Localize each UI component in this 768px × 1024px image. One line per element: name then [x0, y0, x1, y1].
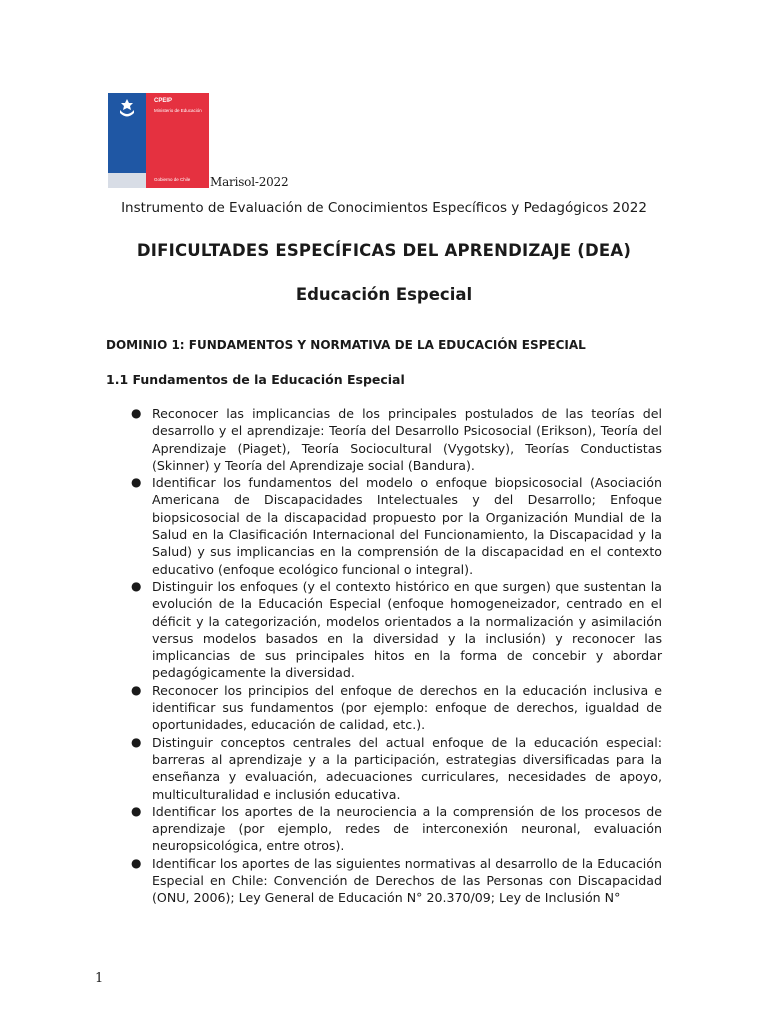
document-subtitle: Instrumento de Evaluación de Conocimientos Específicos y Pedagógicos 2022	[121, 200, 647, 216]
bullet-icon: ●	[131, 803, 142, 818]
domain-heading: DOMINIO 1: FUNDAMENTOS Y NORMATIVA DE LA EDUCACIÓN ESPECIAL	[106, 338, 586, 352]
list-item	[131, 803, 662, 855]
list-item-text: Reconocer los principios del enfoque de derechos en la educación inclusiva e identificar sus fundamentos (por ejemplo: enfoque de derechos, igualdad de oportunidades, educación de calidad, etc.).	[152, 682, 662, 733]
page-number: 1	[95, 971, 104, 986]
bullet-icon: ●	[131, 682, 142, 697]
chile-crest-icon	[117, 98, 137, 120]
section-heading: 1.1 Fundamentos de la Educación Especial	[106, 372, 405, 387]
logo-government: Gobierno de Chile	[154, 177, 191, 182]
list-item	[131, 405, 662, 474]
document-subject: Educación Especial	[295, 285, 473, 304]
list-item-text: Identificar los aportes de la neurociencia a la comprensión de los procesos de aprendizaje (por ejemplo, redes de interconexión neuronal, evaluación neuropsicológica, entre otros).	[152, 803, 662, 854]
bullet-icon: ●	[131, 475, 142, 490]
bullet-icon: ●	[131, 406, 142, 420]
bullet-icon: ●	[131, 855, 142, 870]
list-item-text: Identificar los aportes de las siguientes normativas al desarrollo de la Educación Especial en Chile: Convención de Derechos de las Personas con Discapacidad (ONU, 2006); Ley General de Educación N° 20.370/09; Ley de Inclusión N°	[152, 855, 662, 906]
logo-bottom-strip	[108, 173, 146, 188]
list-item	[131, 734, 662, 803]
logo-ministry: Ministerio de Educación	[154, 108, 202, 113]
list-item-text: Distinguir los enfoques (y el contexto histórico en que surgen) que sustentan la evolución de la Educación Especial (enfoque homogeneizador, centrado en el déficit y la categorización, modelos orientados a la normalización y asimilación versus modelos basados en la diversidad y la inclusión) y reconocer las implicancias de sus principales hitos en la forma de concebir y abordar pedagógicamente la diversidad.	[152, 578, 662, 681]
bullet-icon: ●	[131, 578, 142, 593]
list-item	[131, 855, 662, 907]
bullet-icon: ●	[131, 734, 142, 749]
list-item-text: Identificar los fundamentos del modelo o enfoque biopsicosocial (Asociación Americana de Discapacidades Intelectuales y del Desarrollo; Enfoque biopsicosocial de la discapacidad propuesto por la Organización Mundial de la Salud en la Clasificación Internacional del Funcionamiento, la Discapacidad y la Salud) y sus implicancias en la comprensión de la discapacidad en el contexto educativo (enfoque ecológico funcional o integral).	[152, 475, 662, 577]
list-item-text: Distinguir conceptos centrales del actual enfoque de la educación especial: barreras al aprendizaje y a la participación, estrategias diversificadas para la enseñanza y evaluación, adecuaciones curriculares, necesidades de apoyo, multiculturalidad e inclusión educativa.	[152, 734, 662, 802]
list-item	[131, 474, 662, 578]
bullet-list	[131, 405, 662, 907]
cpeip-logo	[108, 93, 209, 188]
list-item	[131, 682, 662, 734]
list-item	[131, 578, 662, 682]
author-tag: Marisol-2022	[210, 175, 289, 189]
logo-org-name: CPEIP	[154, 98, 173, 104]
list-item-text: Reconocer las implicancias de los principales postulados de las teorías del desarrollo y el aprendizaje: Teoría del Desarrollo Psicosocial (Erikson), Teoría del Aprendizaje (Piaget), Teoría Sociocultural (Vygotsky), Teorías Conductistas (Skinner) y Teoría del Aprendizaje social (Bandura).	[152, 406, 662, 473]
document-title: DIFICULTADES ESPECÍFICAS DEL APRENDIZAJE (DEA)	[136, 241, 632, 260]
